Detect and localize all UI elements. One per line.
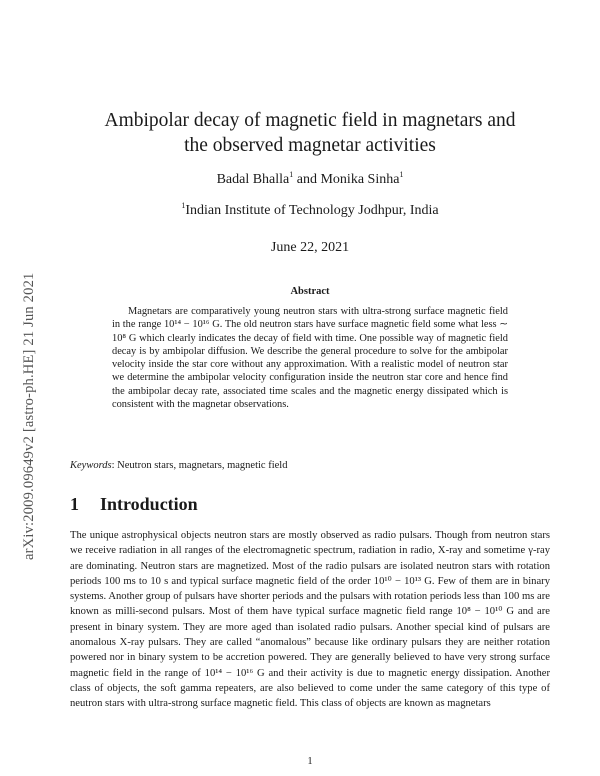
section-number: 1	[70, 494, 79, 514]
author-conjunction: and	[293, 172, 321, 187]
section-heading-introduction	[70, 494, 550, 515]
author-1: Badal Bhalla	[216, 172, 290, 187]
affiliation-mark: 1	[181, 201, 186, 210]
arxiv-identifier-stamp	[18, 170, 58, 570]
paper-date: June 22, 2021	[270, 240, 350, 255]
abstract-text: Magnetars are comparatively young neutron stars with ultra-strong surface magnetic field in the range 10¹⁴ − 10¹⁶ G. The old neutron stars have surface magnetic field some what less ∼ 10⁸ G which clearly indicates the decay of field with time. One possible way of magnetic field decay is by ambipolar diffusion. We describe the general procedure to solve for the ambipolar velocity inside the star core without any approximation. With a realistic model of neutron star we determine the ambipolar velocity configuration inside the neutron star core and hence find the ambipolar decay rate, associated time scales and the magnetic energy dissipated which is consistent with the magnetar observations.	[112, 306, 508, 411]
affiliation	[70, 203, 550, 219]
abstract-heading: Abstract	[290, 286, 330, 297]
keywords-label: Keywords	[70, 460, 112, 471]
keywords-list: : Neutron stars, magnetars, magnetic field	[111, 460, 288, 471]
title-line-1: Ambipolar decay of magnetic field in magnetars and	[104, 110, 516, 131]
introduction-paragraph: The unique astrophysical objects neutron stars are mostly observed as radio pulsars. Though from neutron stars we receive radiation in all ranges of the electromagnetic spectrum, radiation in radio, X-ray and sometime γ-ray are dominating. Neutron stars are magnetized. Most of the radio pulsars are isolated neutron stars with rotation periods 100 ms to 10 s and typical surface magnetic field of the order 10¹⁰ − 10¹³ G. Few of them are in binary systems. Another group of pulsars have shorter periods and the pulsars with rotation periods less than 100 ms are known as milli-second pulsars. Most of them have typical surface magnetic field range 10⁸ − 10¹⁰ G and are present in binary system. They are more aged than isolated radio pulsars. Another special kind of pulsars are anomalous X-ray pulsars. They are called “anomalous” because like ordinary pulsars they are neither rotation powered nor in binary system to be accretion powered. They are generally believed to have very strong surface magnetic field in the range of 10¹⁴ − 10¹⁶ G and their activity is due to magnetic energy dissipation. Another class of objects, the soft gamma repeaters, are also believed to come under the same category of this type of neutron stars with ultra-strong surface magnetic field. This class of objects are known as magnetars	[70, 530, 550, 710]
paper-title	[70, 108, 550, 158]
authors	[70, 172, 550, 188]
author-1-affil-mark: 1	[289, 170, 294, 179]
author-2-affil-mark: 1	[399, 170, 404, 179]
title-line-2: the observed magnetar activities	[184, 135, 436, 156]
section-title: Introduction	[100, 494, 198, 514]
keywords	[70, 460, 550, 471]
arxiv-stamp-text: arXiv:2009.09649v2 [astro-ph.HE] 21 Jun 2021	[21, 272, 37, 560]
author-2: Monika Sinha	[320, 172, 400, 187]
page-number: 1	[307, 756, 313, 767]
affiliation-text: Indian Institute of Technology Jodhpur, India	[185, 203, 439, 218]
